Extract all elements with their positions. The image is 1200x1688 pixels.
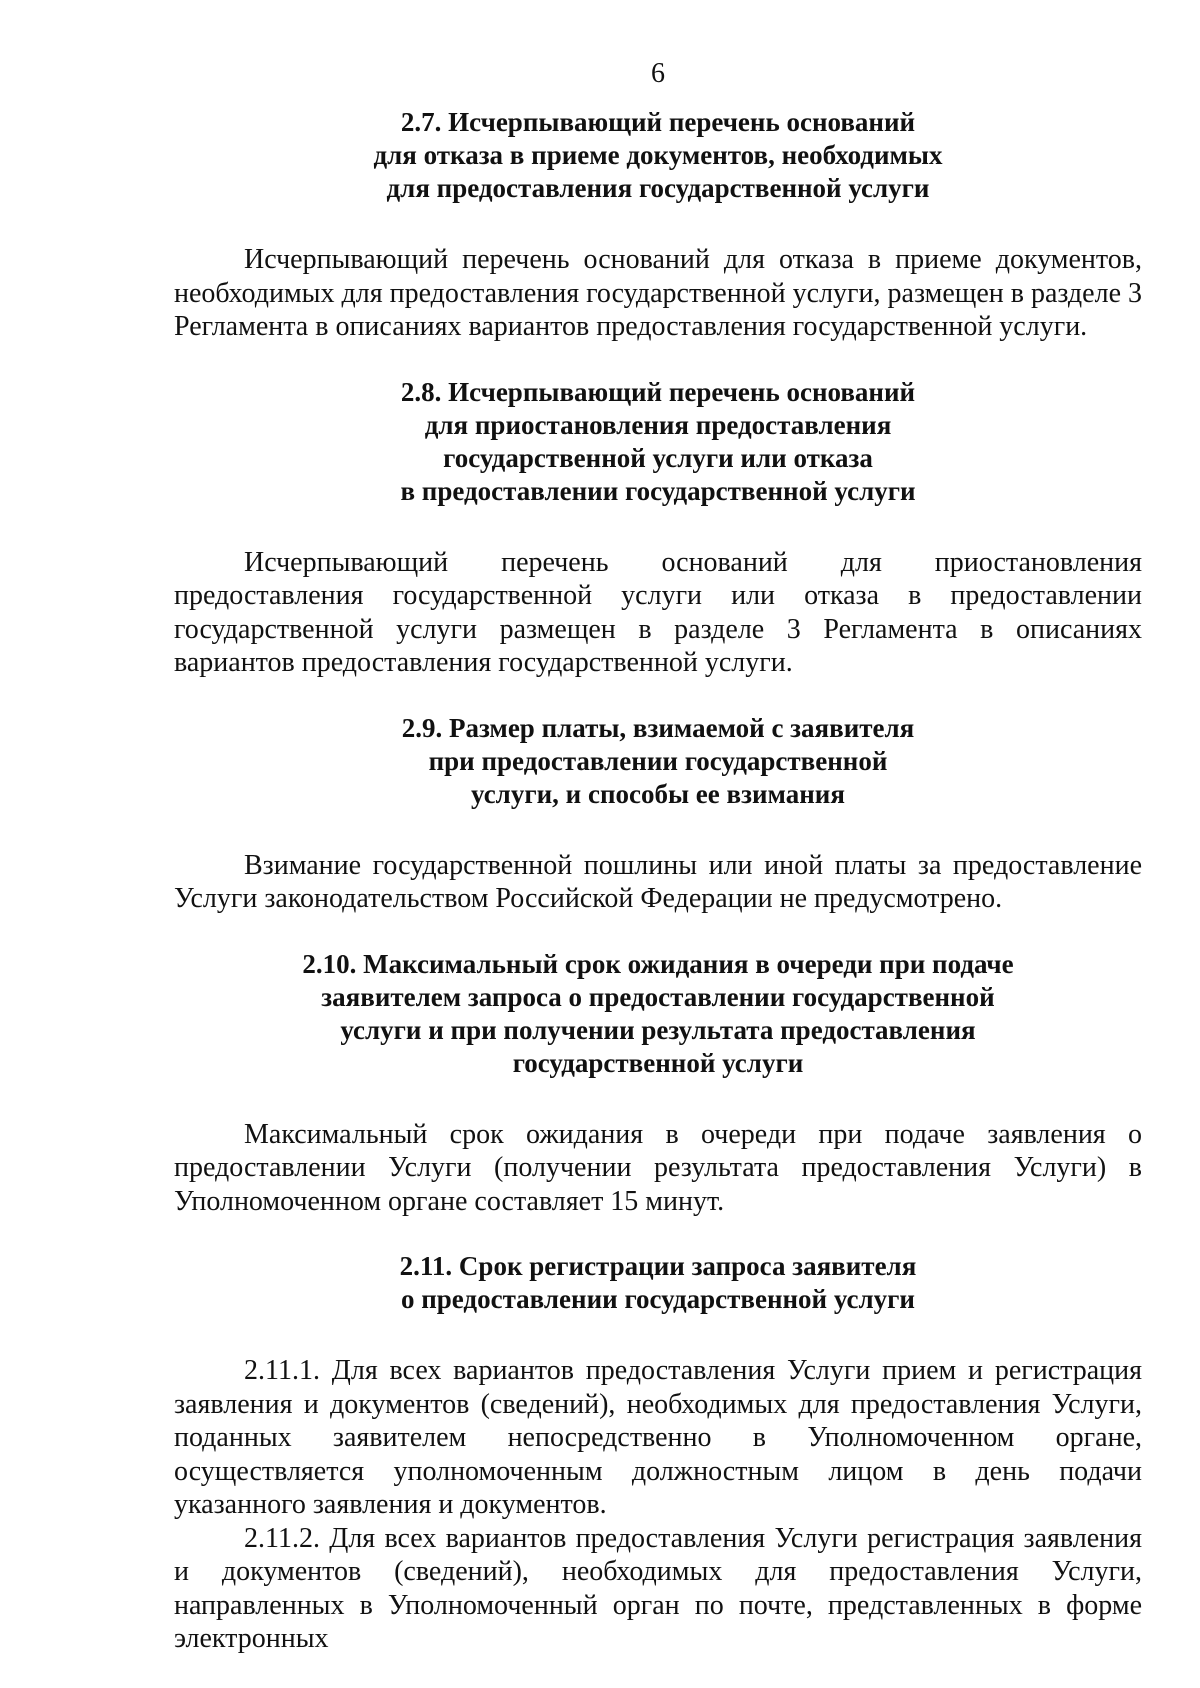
section-2-8-paragraph: Исчерпывающий перечень оснований для приостановления предоставления государственной услуги или отказа в предоставлении государственной услуги размещен в разделе 3 Регламента в описаниях вариантов предоставления государственной услуги. — [174, 546, 1142, 678]
heading-line: государственной услуги — [512, 1047, 804, 1078]
section-heading-2-11 — [174, 1250, 1142, 1316]
heading-line: государственной услуги или отказа — [443, 442, 873, 473]
section-2-11-2-paragraph: 2.11.2. Для всех вариантов предоставления Услуги регистрация заявления и документов (сведений), необходимых для предоставления Услуги, направленных в Уполномоченный орган по почте, представленных в форме электронных — [174, 1522, 1142, 1654]
heading-line: в предоставлении государственной услуги — [400, 475, 916, 506]
section-2-11-1-paragraph: 2.11.1. Для всех вариантов предоставления Услуги прием и регистрация заявления и документов (сведений), необходимых для предоставления Услуги, поданных заявителем непосредственно в Уполномоченном органе, осуществляется уполномоченным должностным лицом в день подачи указанного заявления и документов. — [174, 1355, 1142, 1520]
section-heading-2-10 — [174, 948, 1142, 1080]
heading-line: услуги и при получении результата предоставления — [340, 1014, 976, 1045]
heading-line: 2.9. Размер платы, взимаемой с заявителя — [401, 712, 915, 743]
section-2-9-paragraph: Взимание государственной пошлины или иной платы за предоставление Услуги законодательством Российской Федерации не предусмотрено. — [174, 849, 1142, 914]
page-number: 6 — [651, 58, 665, 89]
section-heading-2-9 — [174, 712, 1142, 811]
section-heading-2-7 — [174, 106, 1142, 205]
section-2-7-paragraph: Исчерпывающий перечень оснований для отказа в приеме документов, необходимых для предоставления государственной услуги, размещен в разделе 3 Регламента в описаниях вариантов предоставления государственной услуги. — [174, 244, 1143, 342]
section-2-10-paragraph: Максимальный срок ожидания в очереди при подаче заявления о предоставлении Услуги (получении результата предоставления Услуги) в Уполномоченном органе составляет 15 минут. — [174, 1118, 1142, 1217]
heading-line: 2.8. Исчерпывающий перечень оснований — [400, 376, 916, 407]
heading-line: для предоставления государственной услуги — [386, 173, 930, 203]
heading-line: для приостановления предоставления — [424, 409, 892, 440]
heading-line: для отказа в приеме документов, необходимых — [373, 140, 943, 170]
heading-line: 2.10. Максимальный срок ожидания в очереди при подаче — [302, 948, 1014, 979]
heading-line: при предоставлении государственной — [428, 745, 888, 776]
heading-line: 2.7. Исчерпывающий перечень оснований — [400, 107, 916, 137]
heading-line: заявителем запроса о предоставлении государственной — [321, 981, 995, 1012]
heading-line: услуги, и способы ее взимания — [471, 778, 845, 809]
heading-line: о предоставлении государственной услуги — [400, 1284, 915, 1314]
section-heading-2-8 — [174, 376, 1142, 508]
heading-line: 2.11. Срок регистрации запроса заявителя — [399, 1251, 917, 1281]
